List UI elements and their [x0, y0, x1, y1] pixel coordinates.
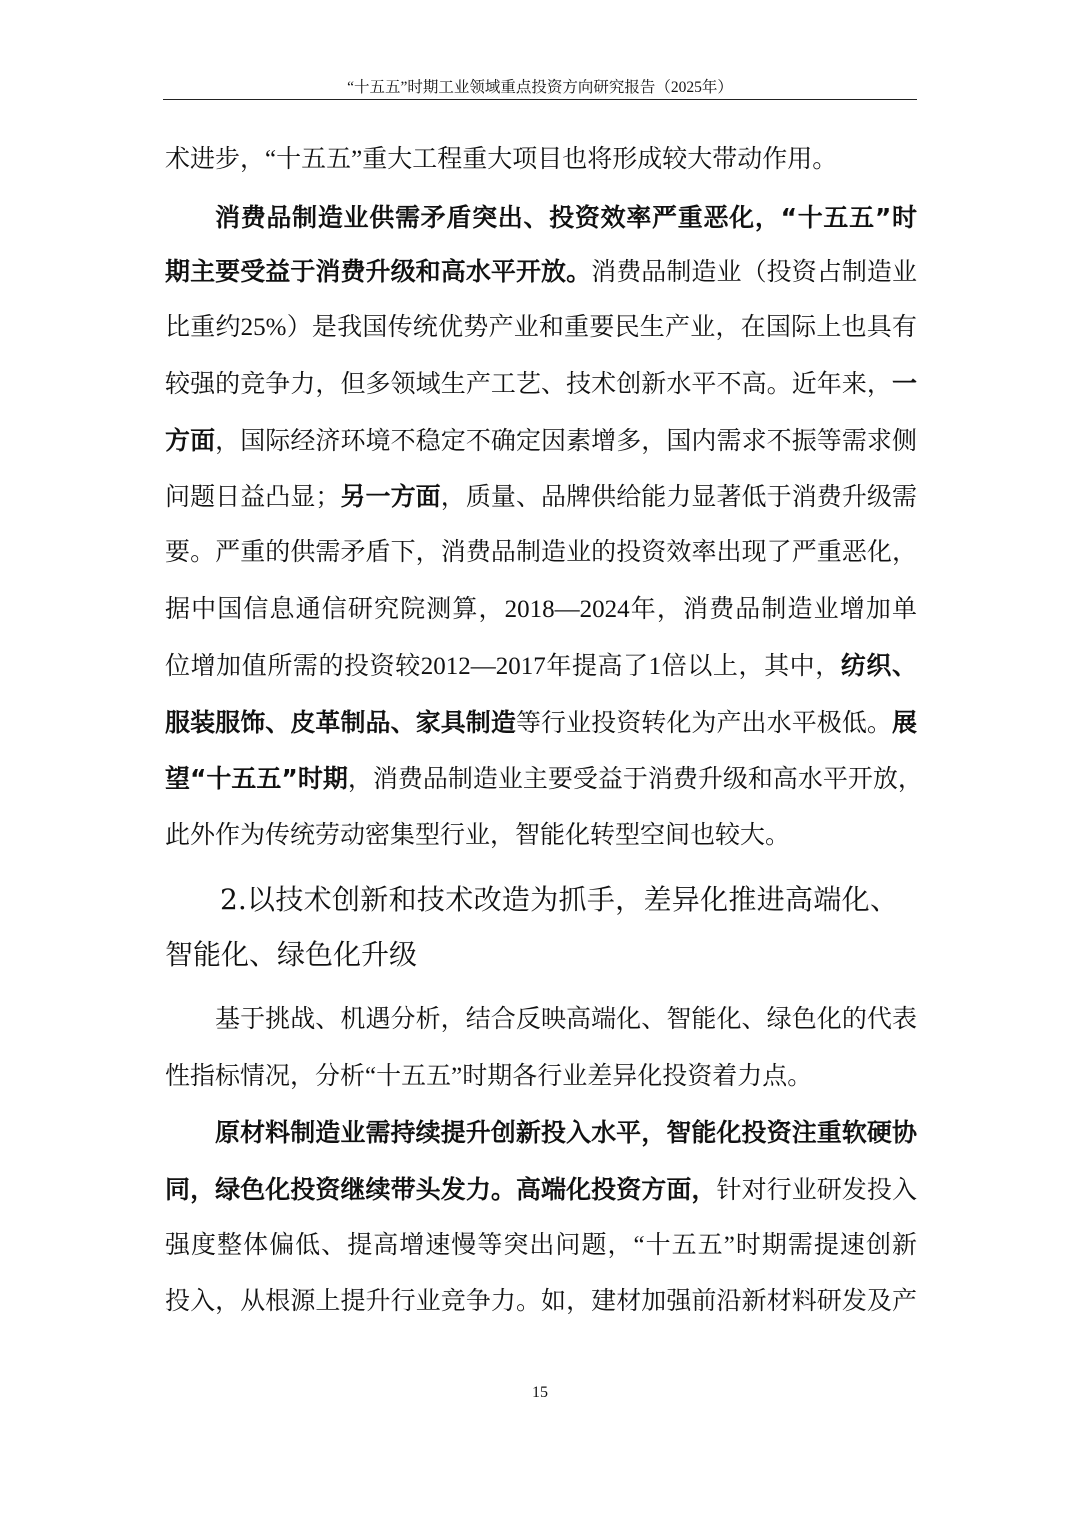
text-run: 性指标情况，分析“十五五”时期各行业差异化投资着力点。 [165, 1063, 813, 1090]
bold-text-run: 同，绿色化投资继续带头发力。高端化投资方面， [165, 1175, 717, 1204]
bold-text-run: 服装服饰、皮革制品、家具制造 [165, 708, 516, 737]
text-run: 智能化、绿色化升级 [165, 938, 418, 971]
text-line [215, 1000, 917, 1040]
text-run: 等行业投资转化为产出水平极低。 [515, 710, 892, 737]
page-number: 15 [532, 1384, 548, 1401]
text-line [165, 252, 917, 292]
text-run: 基于挑战、机遇分析，结合反映高端化、智能化、绿色化的代表 [215, 1006, 917, 1033]
section-heading-line [220, 880, 898, 920]
text-run: ，质量、品牌供给能力显著低于消费升级需 [440, 484, 917, 511]
text-run: 位增加值所需的投资较2012—2017年提高了1倍以上，其中， [165, 653, 841, 680]
bold-text-run: 消费品制造业供需矛盾突出、投资效率严重恶化，“十五五”时 [215, 203, 917, 232]
text-line [165, 816, 917, 856]
bold-text-run: 方面 [165, 426, 216, 455]
text-run: 针对行业研发投入 [716, 1177, 917, 1204]
text-line [165, 1057, 917, 1097]
bold-text-run: 展 [891, 708, 917, 737]
text-line [165, 1226, 917, 1266]
header-rule [163, 99, 917, 100]
text-line [165, 533, 917, 573]
text-line [215, 198, 917, 238]
text-line [215, 1113, 917, 1153]
text-run: 消费品制造业（投资占制造业 [591, 259, 917, 286]
text-line [165, 1170, 917, 1210]
running-header: “十五五”时期工业领域重点投资方向研究报告（2025年） [347, 79, 733, 96]
text-run: ，消费品制造业主要受益于消费升级和高水平开放， [347, 766, 923, 793]
text-line [165, 140, 917, 180]
text-line [165, 703, 917, 743]
text-run: 此外作为传统劳动密集型行业，智能化转型空间也较大。 [165, 822, 791, 849]
text-line [165, 1282, 917, 1322]
text-line [165, 477, 917, 517]
bold-text-run: 纺织、 [840, 651, 917, 680]
bold-text-run: 另一方面 [340, 482, 441, 511]
text-run: 术进步，“十五五”重大工程重大项目也将形成较大带动作用。 [165, 146, 838, 173]
text-run: 比重约25%）是我国传统优势产业和重要民生产业，在国际上也具有 [165, 314, 917, 341]
section-heading-line [165, 935, 917, 975]
text-run: ，国际经济环境不稳定不确定因素增多，国内需求不振等需求侧 [215, 428, 917, 455]
bold-text-run: 原材料制造业需持续提升创新投入水平，智能化投资注重软硬协 [215, 1118, 917, 1147]
bold-text-run: 期主要受益于消费升级和高水平开放。 [165, 257, 592, 286]
bold-text-run: 一 [891, 369, 917, 398]
text-run: 较强的竞争力，但多领域生产工艺、技术创新水平不高。近年来， [165, 371, 892, 398]
text-line [165, 308, 917, 348]
text-line [165, 646, 917, 686]
text-run: 问题日益凸显； [165, 484, 341, 511]
text-run: 投入，从根源上提升行业竞争力。如，建材加强前沿新材料研发及产 [165, 1288, 917, 1315]
text-line [165, 759, 923, 799]
text-line [165, 364, 917, 404]
text-run: 要。严重的供需矛盾下，消费品制造业的投资效率出现了严重恶化， [165, 539, 917, 566]
text-line [165, 590, 917, 630]
text-run: 强度整体偏低、提高增速慢等突出问题，“十五五”时期需提速创新 [165, 1232, 917, 1259]
bold-text-run: 望“十五五”时期 [165, 764, 348, 793]
text-run: 2.以技术创新和技术改造为抓手，差异化推进高端化、 [220, 883, 898, 916]
text-run: 据中国信息通信研究院测算，2018—2024年，消费品制造业增加单 [165, 596, 917, 623]
text-line [165, 421, 917, 461]
